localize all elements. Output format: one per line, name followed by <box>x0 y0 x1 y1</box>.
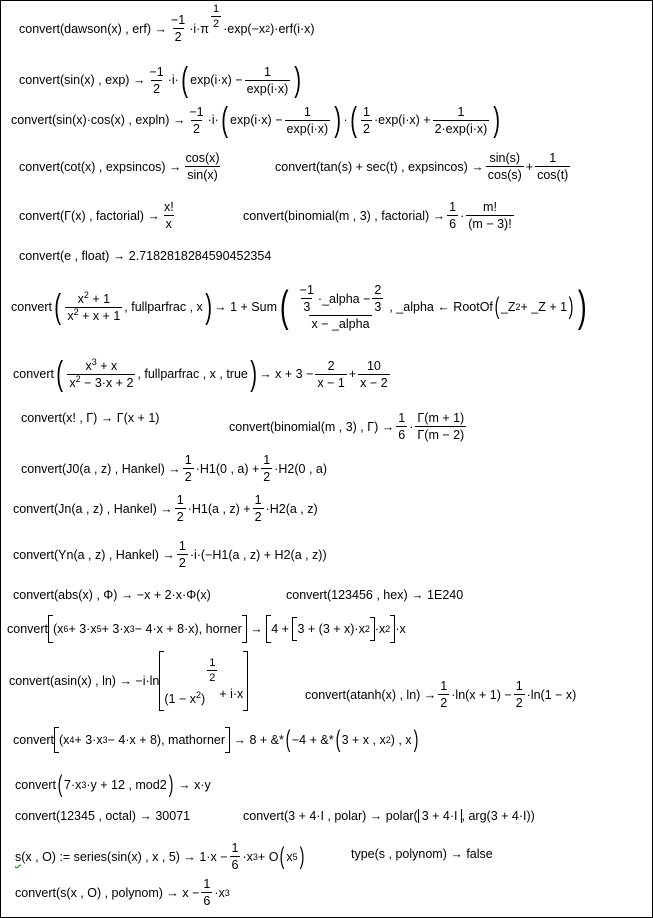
expr: ·i·π <box>189 21 209 36</box>
fraction: −1 2 <box>189 104 204 136</box>
fraction-big: −1 3 ·_alpha − $\frac{2}{3}$ x − _alpha <box>299 283 382 331</box>
expr: ·H1(a , z) + <box>187 501 251 516</box>
paren-close: ) <box>493 101 501 139</box>
fraction: $\frac{1}{\exp(i\cdot x)}$ <box>246 64 289 96</box>
eq-asin-ln[interactable]: convert(asin(x) , ln) → −i·ln $(1 - x^2)$ 1 2 + i·x <box>9 651 248 711</box>
expr: , arg(3 + 4·I)) <box>461 809 535 823</box>
expr: → x·y <box>178 778 211 792</box>
expr: , horner <box>198 622 242 636</box>
expr: ·ln(x + 1) − <box>451 687 512 702</box>
expr: ·H1(0 , a) + <box>195 461 260 476</box>
fraction: $\frac{1}{2}$ <box>515 679 523 710</box>
fraction: $\frac{1}{6}$ <box>203 877 211 908</box>
expr: , _alpha ← RootOf <box>389 300 493 314</box>
eq-yn-hankel[interactable] <box>13 539 327 570</box>
expr: , fullparfrac , x <box>124 300 203 314</box>
fraction: $x^2 + 1$ $x^2 + x + 1$ <box>67 289 121 323</box>
eq-mod2[interactable]: convert ( 7·x 3 ·y + 12 , mod2 ) → x·y <box>15 771 211 798</box>
eq-tansec-expsincos[interactable] <box>275 151 572 182</box>
eq-lhs: convert(asin(x) , ln) → −i·ln <box>9 674 160 688</box>
eq-lhs: convert(sin(x)·cos(x) , expln) → <box>11 113 186 127</box>
bracket-close <box>243 651 248 711</box>
eq-lhs: convert <box>13 367 54 381</box>
eq-e-float[interactable] <box>19 249 271 263</box>
eq-text: type(s , polynom) → false <box>351 847 493 861</box>
fraction: m! (m − 3)! <box>468 200 512 231</box>
paren-close: ) <box>250 355 257 393</box>
eq-lhs: convert(s(x , O) , polynom) → x − <box>15 885 200 900</box>
expr: + <box>525 159 534 174</box>
paren-close: ) <box>577 282 587 331</box>
eq-lhs: convert(cot(x) , expsincos) → <box>19 159 182 174</box>
eq-dawson[interactable]: convert(dawson(x) , erf) → −1 2 ·i·π 1 2 ·exp(−x 2 )·erf(i·x) <box>19 3 315 44</box>
eq-lhs: convert(3 + 4·I , polar) → polar( <box>243 809 418 823</box>
paren-open: ( <box>494 293 500 320</box>
expr: · <box>343 113 348 127</box>
paren-close: ) <box>568 293 574 320</box>
expr: · <box>460 208 465 223</box>
fraction: x! x <box>163 200 174 231</box>
eq-abs-phi[interactable] <box>13 588 211 602</box>
eq-lhs: convert(Γ(x) , factorial) → <box>19 208 160 223</box>
expr: ·exp(−x <box>223 21 266 36</box>
abs-value: 3 + 4·I <box>418 809 462 823</box>
fraction: $x^3 + x$ $x^2 - 3\cdot x + 2$ <box>69 356 134 390</box>
eq-lhs: convert <box>13 733 54 747</box>
paren-close: ) <box>299 842 305 870</box>
eq-fullparfrac-1[interactable]: convert ( $x^2 + 1$ $x^2 + x + 1$ , fullparfrac , x ) → 1 + Sum ( −1 3 ·_alpha − $\frac{2}{3}$ x − _alpha , _alpha ← RootOf ( _Z 2 + _Z + 1 ) ) <box>11 282 587 331</box>
eq-atanh-ln[interactable] <box>305 679 576 710</box>
eq-j0-hankel[interactable] <box>21 453 327 484</box>
fraction: 1 2 <box>178 539 186 570</box>
fraction: sin(s) cos(s) <box>487 151 522 182</box>
fraction: $\frac{2}{x - 1}$ <box>317 358 345 390</box>
fraction: $\frac{1}{2}$ <box>263 453 271 484</box>
expr: · <box>409 419 414 434</box>
eq-type-polynom[interactable] <box>351 847 493 861</box>
paren-open: ( <box>349 101 357 139</box>
eq-lhs: convert <box>15 778 56 792</box>
eq-series[interactable]: s (x , O) := series(sin(x) , x , 5) → 1·x − $\frac{1}{6}$ ·x 3 + O ( x 5 ) <box>15 841 305 872</box>
eq-text: convert(e , float) → 2.7182818284590452354 <box>19 249 272 263</box>
paren-open: ( <box>56 355 64 393</box>
fraction: Γ(m + 1) Γ(m − 2) <box>417 411 465 442</box>
eq-sincos-expln[interactable] <box>11 103 503 137</box>
eq-lhs: convert(J0(a , z) , Hankel) → <box>21 461 181 476</box>
eq-text: convert(12345 , octal) → 30071 <box>15 809 191 823</box>
eq-lhs: convert <box>7 622 48 636</box>
eq-mathorner[interactable]: convert (x 4 + 3·x 3 − 4·x + 8) , mathorner → 8 + &* ( −4 + &* ( 3 + x , x 2 ) , x ) <box>13 726 418 753</box>
fraction: $\frac{1}{2\cdot\exp(i\cdot x)}$ <box>434 104 488 136</box>
fraction: $\frac{1}{\exp(i\cdot x)}$ <box>286 104 329 136</box>
eq-lhs: convert <box>11 300 52 314</box>
expr: (x , O) := series(sin(x) , x , 5) → 1·x − <box>21 849 228 864</box>
expr: ·i· <box>207 113 219 127</box>
eq-octal[interactable] <box>15 809 190 823</box>
expr: )·erf(i·x) <box>270 21 315 36</box>
expr: ·ln(1 − x) <box>526 687 577 702</box>
fraction: $\frac{10}{x - 2}$ <box>360 358 388 390</box>
fraction: $\frac{1}{\cos(t)}$ <box>537 151 569 182</box>
fraction: −1 2 <box>149 64 164 96</box>
expr: exp(i·x) − <box>230 113 283 127</box>
eq-text: convert(abs(x) , Φ) → −x + 2·x·Φ(x) <box>13 588 211 602</box>
fraction: 1 2 <box>176 493 184 524</box>
eq-binomial-gamma[interactable] <box>229 411 468 442</box>
eq-jn-hankel[interactable] <box>13 493 318 524</box>
series-var: s <box>15 849 22 864</box>
eq-lhs: convert(binomial(m , 3) , factorial) → <box>243 208 446 223</box>
fraction: 1 6 <box>449 200 457 231</box>
fraction: 1 6 <box>398 411 406 442</box>
paren-close: ) <box>334 101 342 139</box>
expr: ·i· <box>167 73 179 87</box>
eq-lhs: convert(tan(s) + sec(t) , expsincos) → <box>275 159 484 174</box>
exponent-fraction: 1 2 <box>209 656 216 684</box>
fraction: 1 2 <box>440 679 448 710</box>
expr: ·exp(i·x) + <box>373 113 431 127</box>
eq-lhs: convert(atanh(x) , ln) → <box>305 687 437 702</box>
fraction: cos(x) sin(x) <box>185 151 220 182</box>
paren-open: ( <box>335 726 340 753</box>
expr: + <box>348 367 357 381</box>
eq-polar[interactable] <box>243 809 535 823</box>
eq-lhs: convert(Jn(a , z) , Hankel) → <box>13 501 173 516</box>
eq-factorial-gamma[interactable] <box>21 411 159 425</box>
eq-horner[interactable]: convert (x 6 + 3·x 5 + 3·x 3 − 4·x + 8·x) , horner → 4 + 3 + (3 + x)·x 2 ·x 2 ·x <box>7 615 406 643</box>
eq-binomial-factorial[interactable] <box>243 200 516 231</box>
fraction: $\frac{1}{6}$ <box>231 841 239 872</box>
fraction: 1 2 <box>363 104 370 136</box>
eq-lhs: convert(sin(x) , exp) → <box>19 73 146 87</box>
eq-lhs: convert(Yn(a , z) , Hankel) → <box>13 547 175 562</box>
paren-open: ( <box>220 101 228 139</box>
paren-open: ( <box>181 61 188 99</box>
eq-gamma-factorial[interactable] <box>19 200 178 231</box>
eq-sin-exp[interactable] <box>19 63 304 97</box>
paren-open: ( <box>54 288 62 326</box>
expr: ·H2(a , z) <box>265 501 318 516</box>
paren-open: ( <box>57 771 63 798</box>
eq-hex[interactable] <box>286 588 463 602</box>
expr: , fullparfrac , x , true <box>137 367 248 381</box>
paren-close: ) <box>413 726 418 753</box>
expr: exp(i·x) − <box>190 73 243 87</box>
expr: _Z <box>500 300 516 314</box>
paren-open: ( <box>285 726 291 753</box>
expr: ·i·(−H1(a , z) + H2(a , z)) <box>189 547 327 562</box>
paren-close: ) <box>205 288 212 326</box>
bracket-close <box>225 727 230 753</box>
bracket-close <box>242 615 247 643</box>
expr: + _Z + 1 <box>520 300 568 314</box>
paren-open: ( <box>279 282 289 331</box>
expr: , mathorner <box>161 733 226 747</box>
eq-lhs: convert(dawson(x) , erf) → <box>19 21 167 36</box>
exponent-fraction: 1 2 <box>212 3 220 30</box>
paren-close: ) <box>294 61 302 99</box>
fraction: −1 2 <box>170 13 186 44</box>
eq-fullparfrac-2[interactable] <box>13 357 392 391</box>
expr: ·H2(0 , a) <box>274 461 328 476</box>
eq-text: convert(123456 , hex) → 1E240 <box>286 588 464 602</box>
eq-convert-polynom[interactable]: convert(s(x , O) , polynom) → x − $\frac{1}{6}$ ·x 3 <box>15 877 230 908</box>
fraction: 1 2 <box>184 453 192 484</box>
paren-open: ( <box>280 842 285 870</box>
eq-text: convert(x! , Γ) → Γ(x + 1) <box>21 411 160 425</box>
expr: → x + 3 − <box>259 367 314 381</box>
paren-close: ) <box>168 771 174 798</box>
eq-lhs: convert(binomial(m , 3) , Γ) → <box>229 419 395 434</box>
expr: → 1 + Sum <box>214 300 277 314</box>
fraction: $\frac{1}{2}$ <box>254 493 262 524</box>
expr: + i·x <box>219 687 244 701</box>
eq-cot-expsincos[interactable] <box>19 151 224 182</box>
